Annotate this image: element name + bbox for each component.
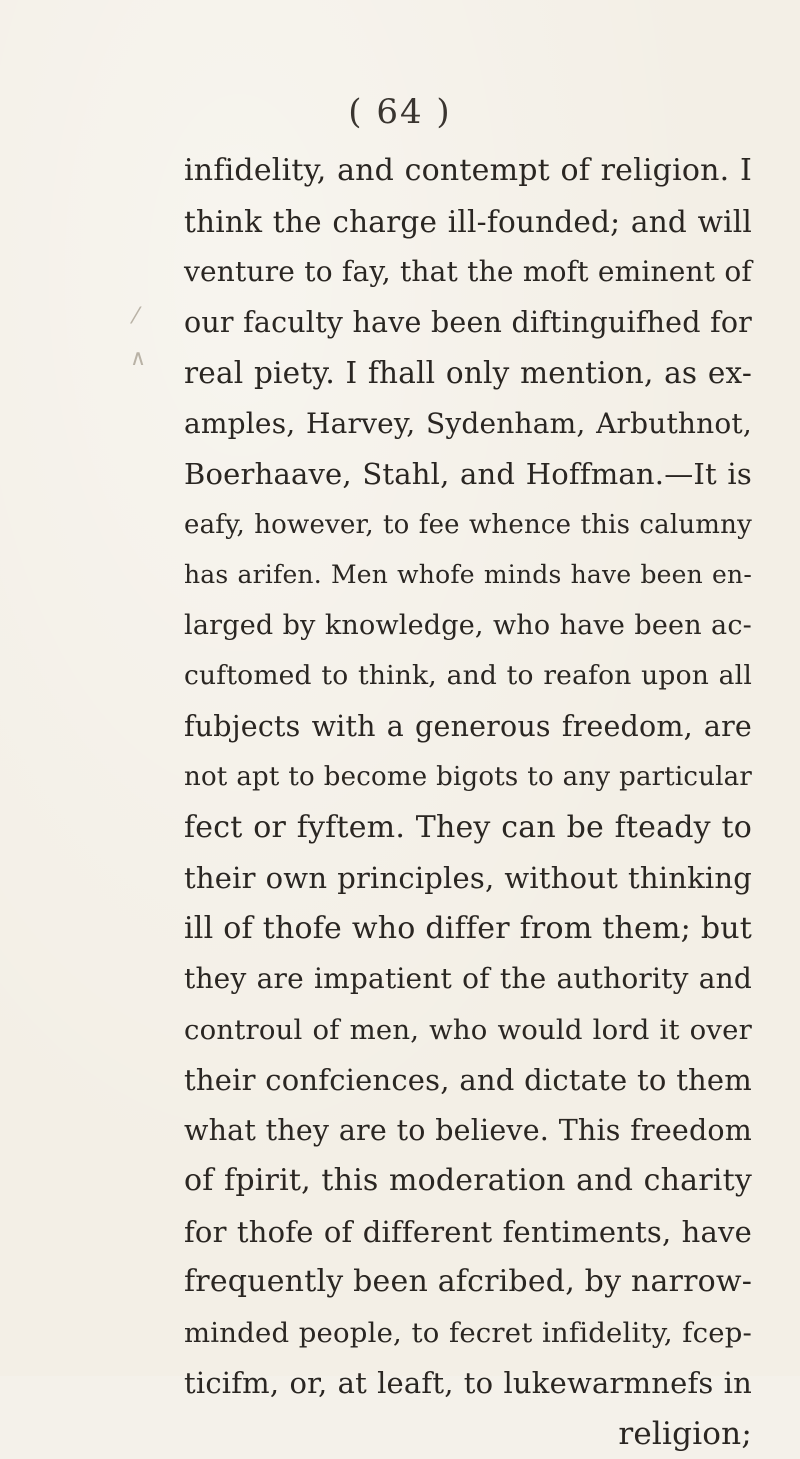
text-line: think the charge ill-founded; and will	[184, 197, 752, 248]
text-line: infidelity, and contempt of religion. I	[184, 146, 752, 197]
text-line: what they are to believe. This freedom	[184, 1106, 752, 1157]
text-line: ill of thofe who differ from them; but	[184, 904, 752, 955]
text-line: their own principles, without thinking	[184, 853, 752, 904]
text-line: ticifm, or, at leaft, to lukewarmnefs in	[184, 1358, 752, 1409]
text-line: larged by knowledge, who have been ac-	[184, 601, 752, 652]
text-line: Boerhaave, Stahl, and Hoffman.—It is	[184, 449, 752, 500]
text-line: fect or fyftem. They can be fteady to	[184, 803, 752, 854]
text-line: of fpirit, this moderation and charity	[184, 1156, 752, 1207]
text-line: frequently been afcribed, by narrow-	[184, 1257, 752, 1308]
margin-mark: ∧	[130, 346, 146, 371]
text-line: not apt to become bigots to any particular	[184, 752, 752, 803]
text-line: venture to fay, that the moft eminent of	[184, 247, 752, 298]
text-line: fubjects with a generous freedom, are	[184, 702, 752, 753]
text-line: our faculty have been diftinguifhed for	[184, 298, 752, 349]
text-line: has arifen. Men whofe minds have been en-	[184, 550, 752, 601]
catchword: religion;	[184, 1409, 752, 1459]
text-line: they are impatient of the authority and	[184, 954, 752, 1005]
text-line: cuftomed to think, and to reafon upon all	[184, 651, 752, 702]
body-text	[184, 146, 752, 1459]
text-line: for thofe of different fentiments, have	[184, 1207, 752, 1258]
text-line: real piety. I fhall only mention, as ex-	[184, 348, 752, 399]
page-number: ( 64 )	[0, 92, 800, 132]
text-line: their confciences, and dictate to them	[184, 1055, 752, 1106]
text-line: minded people, to fecret infidelity, fcep-	[184, 1308, 752, 1359]
text-line: amples, Harvey, Sydenham, Arbuthnot,	[184, 399, 752, 450]
text-line: controul of men, who would lord it over	[184, 1005, 752, 1056]
text-line: eafy, however, to fee whence this calumny	[184, 500, 752, 551]
margin-mark: ⁄	[134, 304, 138, 329]
